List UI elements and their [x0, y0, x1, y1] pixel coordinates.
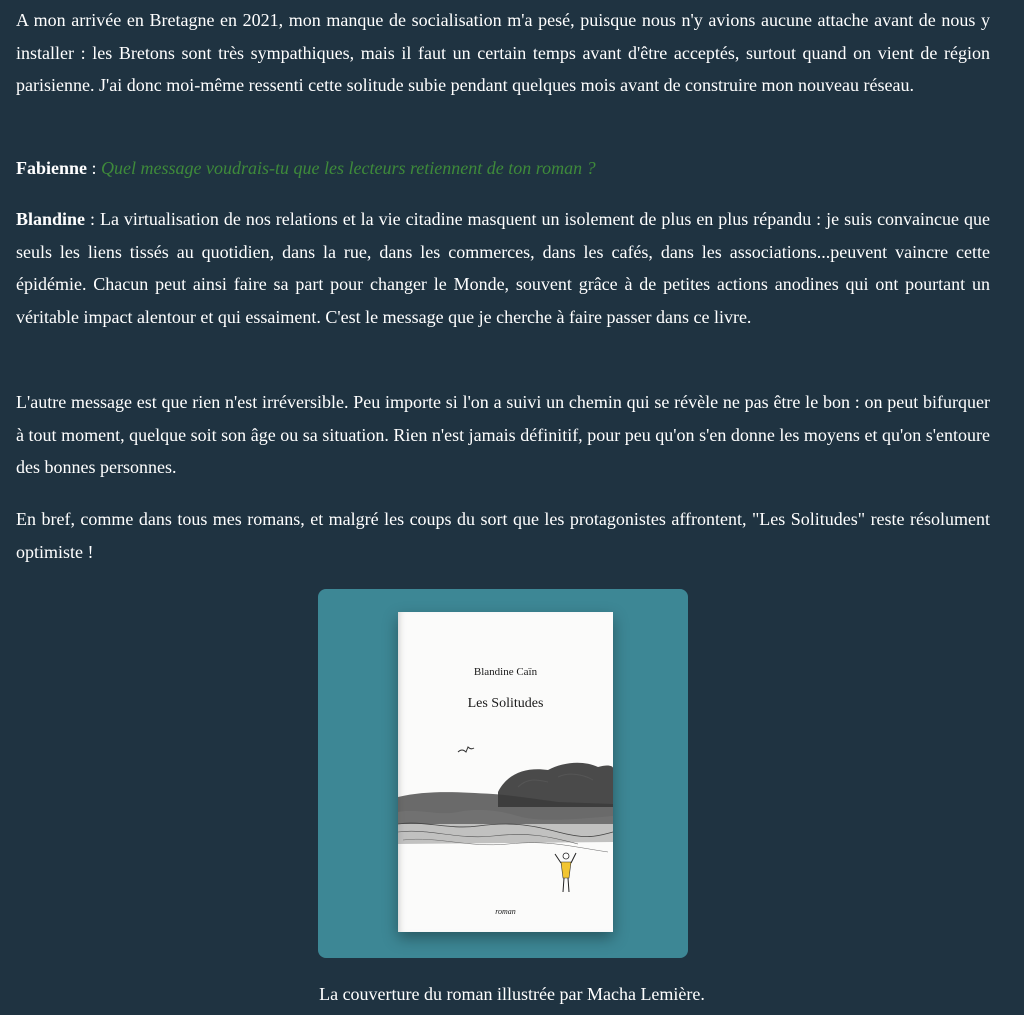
- book-genre: roman: [495, 907, 516, 916]
- paragraph-arrival: A mon arrivée en Bretagne en 2021, mon manque de socialisation m'a pesé, puisque nous n'y avions aucune attache avant de nous y installer : les Bretons sont très sympathiques, mais il faut un certain temps avant d'être acceptés, surtout quand on vient de région parisienne. J'ai donc moi-même ressenti cette solitude subie pendant quelques mois avant de construire mon nouveau réseau.: [16, 10, 990, 95]
- book-author: Blandine Caïn: [473, 666, 538, 678]
- book-title: Les Solitudes: [467, 696, 544, 711]
- interview-answer: Blandine : La virtualisation de nos relations et la vie citadine masquent un isolement de plus en plus répandu : je suis convaincue que seuls les liens tissés au quotidien, dans la rue, dans les commerces, dans les cafés, dans les associations...peuvent vaincre cette épidémie. Chacun peut ainsi faire sa part pour changer le Monde, souvent grâce à de petites actions anodines qui ont pourtant un véritable impact alentour et qui essaiment. C'est le message que je cherche à faire passer dans ce livre.: [16, 209, 990, 327]
- book-cover-frame: [318, 589, 688, 958]
- answer-text: La virtualisation de nos relations et la vie citadine masquent un isolement de plus en plus répandu : je suis convaincue que seuls les liens tissés au quotidien, dans la rue, dans les commerces, dans les cafés, dans les associations...peuvent vaincre cette épidémie. Chacun peut ainsi faire sa part pour changer le Monde, souvent grâce à de petites actions anodines qui ont pourtant un véritable impact alentour et qui essaiment. C'est le message que je cherche à faire passer dans ce livre.: [16, 209, 990, 327]
- question-text: Quel message voudrais-tu que les lecteurs retiennent de ton roman ?: [101, 158, 596, 178]
- cover-illustration: [398, 732, 613, 907]
- paragraph-optimistic: En bref, comme dans tous mes romans, et malgré les coups du sort que les protagonistes affrontent, "Les Solitudes" reste résolument optimiste !: [16, 509, 990, 562]
- book-cover[interactable]: [398, 612, 613, 932]
- paragraph-irreversible: L'autre message est que rien n'est irréversible. Peu importe si l'on a suivi un chemin qui se révèle ne pas être le bon : on peut bifurquer à tout moment, quelque soit son âge ou sa situation. Rien n'est jamais définitif, pour peu qu'on s'en donne les moyens et qu'on s'entoure des bonnes personnes.: [16, 392, 990, 477]
- speaker-fabienne: Fabienne: [16, 158, 88, 178]
- interview-question: Fabienne : Quel message voudrais-tu que les lecteurs retiennent de ton roman ?: [16, 158, 596, 178]
- speaker-blandine: Blandine: [16, 209, 86, 229]
- figure-caption: La couverture du roman illustrée par Macha Lemière.: [319, 984, 705, 1004]
